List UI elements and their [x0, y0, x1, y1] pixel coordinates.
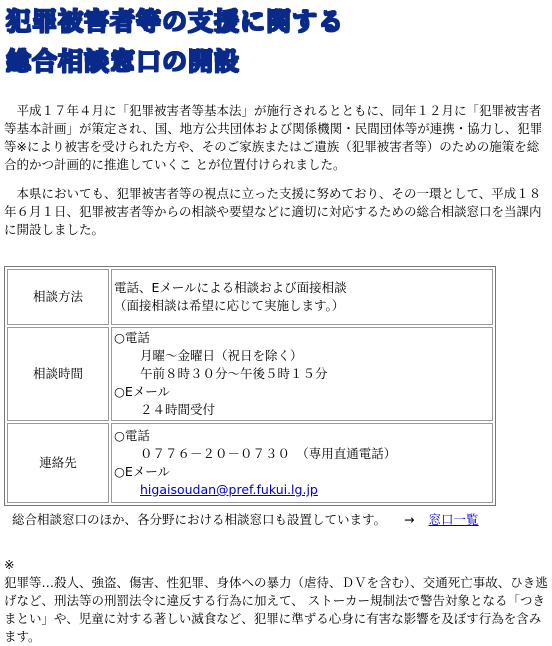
- hours-value: [111, 327, 493, 421]
- intro-paragraph: [4, 102, 550, 174]
- contact-email-link[interactable]: higaisoudan@pref.fukui.lg.jp: [140, 482, 318, 497]
- prefecture-paragraph: [4, 185, 550, 239]
- page-title-line-2: 総合相談窓口の開設: [6, 47, 241, 76]
- intro-paragraph-text: 平成１７年４月に「犯罪被害者等基本法」が施行されるとともに、同年１２月に「犯罪被害者等基本計画」が策定され、国、地方公共団体および関係機関・民間団体等が連携・協力し、犯罪等※により被害を受けられた方や、そのご家族またはご遺族（犯罪被害者等）のための施策を総合的かつ計画的に推進していくこ とが位置付けられました。: [4, 103, 543, 172]
- consultation-info-table: [4, 266, 496, 506]
- other-windows-note: [12, 510, 479, 528]
- contact-phone-head: ○電話: [114, 428, 150, 443]
- table-row-hours: [7, 327, 493, 421]
- table-row-contact: [7, 423, 493, 503]
- contact-email-wrap: [114, 481, 490, 499]
- method-line-2: （面接相談は希望に応じて実施します。）: [114, 298, 345, 313]
- window-list-link[interactable]: 窓口一覧: [428, 512, 479, 527]
- contact-value: [111, 423, 493, 503]
- other-windows-text: 総合相談窓口のほか、各分野における相談窓口も設置しています。: [12, 512, 387, 527]
- hours-phone-head: ○電話: [114, 330, 150, 345]
- hours-email-time: ２４時間受付: [140, 402, 216, 417]
- contact-label: 連絡先: [7, 423, 109, 503]
- contact-email-head: ○Eメール: [114, 464, 171, 479]
- page-title-line-1: 犯罪被害者等の支援に関する: [6, 7, 345, 36]
- method-value: [111, 269, 493, 325]
- table-row-method: [7, 269, 493, 325]
- footnote-mark: ※: [4, 557, 15, 572]
- prefecture-paragraph-text: 本県においても、犯罪被害者等の視点に立った支援に努めており、その一環として、平成１８年６月１日、犯罪被害者等からの相談や要望などに適切に対応するための総合相談窓口を当課内に開設しました。: [4, 186, 542, 237]
- method-label: 相談方法: [7, 269, 109, 325]
- arrow-icon: →: [404, 512, 415, 527]
- hours-phone-days: 月曜～金曜日（祝日を除く）: [140, 348, 303, 363]
- hours-phone-time: 午前８時３０分～午後５時１５分: [140, 366, 328, 381]
- method-line-1: 電話、Eメールによる相談および面接相談: [114, 280, 347, 295]
- hours-email-head: ○Eメール: [114, 384, 171, 399]
- footnote-text: 犯罪等…殺人、強盗、傷害、性犯罪、身体への暴力（虐待、ＤＶを含む）、交通死亡事故、ひき逃げなど、刑法等の刑罰法令に違反する行為に加えて、 ストーカー規制法で警告対象となる「つきまとい」や、児童に対する著しい滅食など、犯罪に準ずる心身に有害な影響を及ぼす行為を含みます。: [4, 575, 548, 644]
- hours-label: 相談時間: [7, 327, 109, 421]
- footnote: [4, 556, 550, 646]
- contact-phone-number: ０７７６－２０－０７３０ （専用直通電話）: [140, 446, 397, 461]
